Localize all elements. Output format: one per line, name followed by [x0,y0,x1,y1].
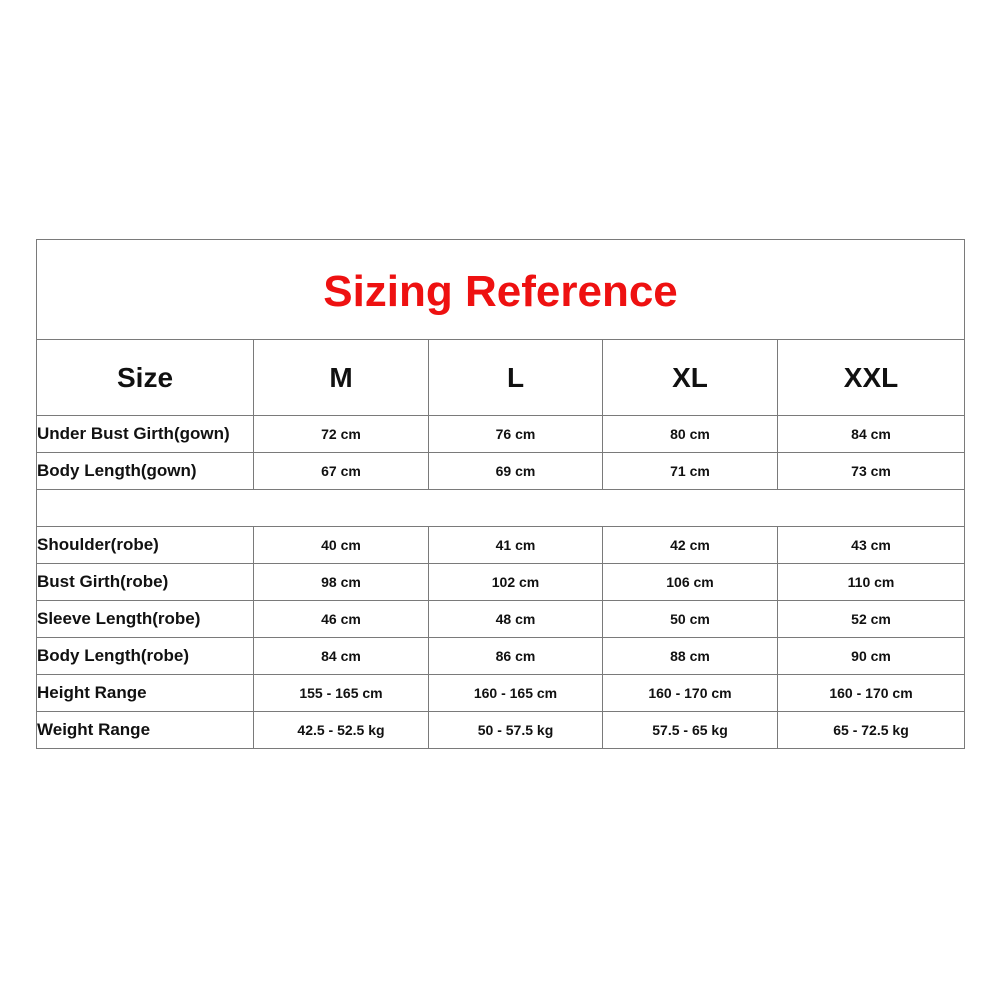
table-cell: 90 cm [778,638,965,675]
table-row [37,712,965,749]
table-cell: 160 - 170 cm [603,675,778,712]
table-cell: 43 cm [778,527,965,564]
size-header-xxl: XXL [778,340,965,416]
spacer-row [37,490,965,527]
table-cell: 88 cm [603,638,778,675]
row-label: Body Length(robe) [37,638,254,675]
table-cell: 155 - 165 cm [254,675,429,712]
row-label: Bust Girth(robe) [37,564,254,601]
size-header-xl: XL [603,340,778,416]
table-row [37,527,965,564]
table-cell: 76 cm [429,416,603,453]
table-cell: 40 cm [254,527,429,564]
table-cell: 106 cm [603,564,778,601]
table-cell: 50 cm [603,601,778,638]
table-row [37,453,965,490]
row-label: Under Bust Girth(gown) [37,416,254,453]
table-cell: 69 cm [429,453,603,490]
row-label: Shoulder(robe) [37,527,254,564]
table-cell: 110 cm [778,564,965,601]
table-cell: 52 cm [778,601,965,638]
table-cell: 84 cm [254,638,429,675]
row-label: Sleeve Length(robe) [37,601,254,638]
size-chart-table [36,239,965,749]
table-cell: 65 - 72.5 kg [778,712,965,749]
size-header-label: Size [37,340,254,416]
header-row [37,340,965,416]
size-header-l: L [429,340,603,416]
title-row [37,240,965,340]
table-cell: 71 cm [603,453,778,490]
chart-title: Sizing Reference [323,266,678,316]
table-cell: 80 cm [603,416,778,453]
table-cell: 160 - 165 cm [429,675,603,712]
table-cell: 67 cm [254,453,429,490]
spacer-cell [37,490,965,527]
row-label: Height Range [37,675,254,712]
table-cell: 86 cm [429,638,603,675]
table-cell: 48 cm [429,601,603,638]
size-header-m: M [254,340,429,416]
table-row [37,638,965,675]
table-cell: 84 cm [778,416,965,453]
table-cell: 42 cm [603,527,778,564]
table-cell: 102 cm [429,564,603,601]
title-cell [37,240,965,340]
table-cell: 160 - 170 cm [778,675,965,712]
row-label: Body Length(gown) [37,453,254,490]
table-row [37,675,965,712]
table-cell: 98 cm [254,564,429,601]
table-row [37,416,965,453]
table-cell: 57.5 - 65 kg [603,712,778,749]
row-label: Weight Range [37,712,254,749]
table-cell: 50 - 57.5 kg [429,712,603,749]
table-row [37,564,965,601]
table-row [37,601,965,638]
table-cell: 41 cm [429,527,603,564]
table-cell: 42.5 - 52.5 kg [254,712,429,749]
table-cell: 72 cm [254,416,429,453]
table-cell: 46 cm [254,601,429,638]
table-cell: 73 cm [778,453,965,490]
